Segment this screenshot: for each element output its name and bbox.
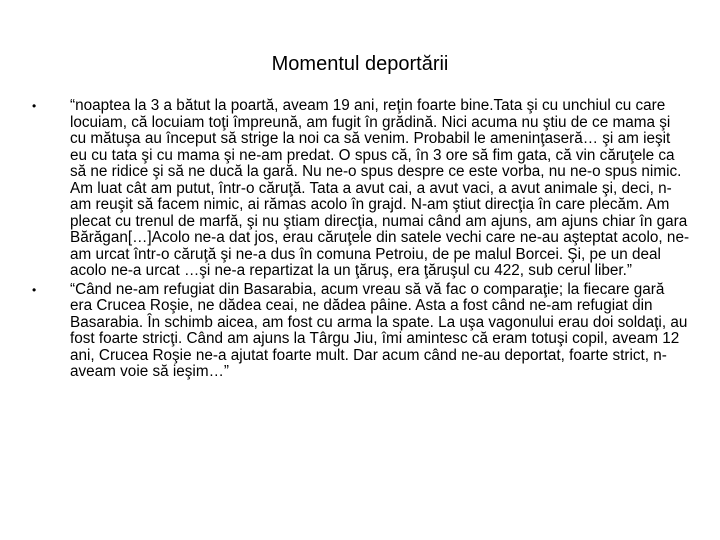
bullet-text-1: “noaptea la 3 a bătut la poartă, aveam 19 ani, reţin foarte bine.Tata şi cu unchiul cu care locuiam, că locuiam toţi împreună, am fugit în grădină. Nici acuma nu ştiu de ce mama şi cu mătuşa au început să strige la noi ca să venim. Probabil le ameninţaseră… şi am ieşit eu cu tata şi cu mama şi ne-am predat. O spus că, în 3 ore să fim gata, că vin căruţele ca să ne ridice şi să ne ducă la gară. Nu ne-o spus despre ce este vorba, nu ne-o spus nimic. Am luat cât am putut, într-o căruţă. Tata a avut cai, a avut vaci, a avut animale şi, deci, n-am reuşit să facem nimic, ai rămas acolo în grajd. N-am ştiut direcţia în care plecăm. Am plecat cu trenul de marfă, şi nu ştiam direcţia, numai când am ajuns, am ajuns chiar în gara Bărăgan[…]Acolo ne-a dat jos, erau căruţele din satele vechi care ne-au aşteptat acolo, ne-am urcat într-o căruţă şi ne-a dus în comuna Petroiu, de pe malul Borcei. Şi, pe un deal acolo ne-a urcat …şi ne-a repartizat la un ţăruş, era ţăruşul cu 422, sub cerul liber.”	[70, 97, 690, 279]
bullet-text-2: “Când ne-am refugiat din Basarabia, acum vreau să vă fac o comparaţie; la fiecare gară era Crucea Roşie, ne dădea ceai, ne dădea pâine. Asta a fost când ne-am refugiat din Basarabia. În schimb aicea, am fost cu arma la spate. La uşa vagonului erau doi soldaţi, au fost foarte stricţi. Când am ajuns la Târgu Jiu, îmi amintesc că eram totuşi copil, aveam 12 ani, Crucea Roşie ne-a ajutat foarte mult. Dar acum când ne-au deportat, foarte strict, n-aveam voie să ieşim…”	[70, 280, 688, 380]
bullet-item-1	[30, 98, 690, 280]
bullet-icon: •	[32, 99, 37, 113]
slide-title: Momentul deportării	[271, 53, 449, 75]
bullet-icon: •	[32, 282, 37, 297]
bullet-item-2	[30, 282, 690, 381]
bullet-list	[30, 98, 690, 381]
